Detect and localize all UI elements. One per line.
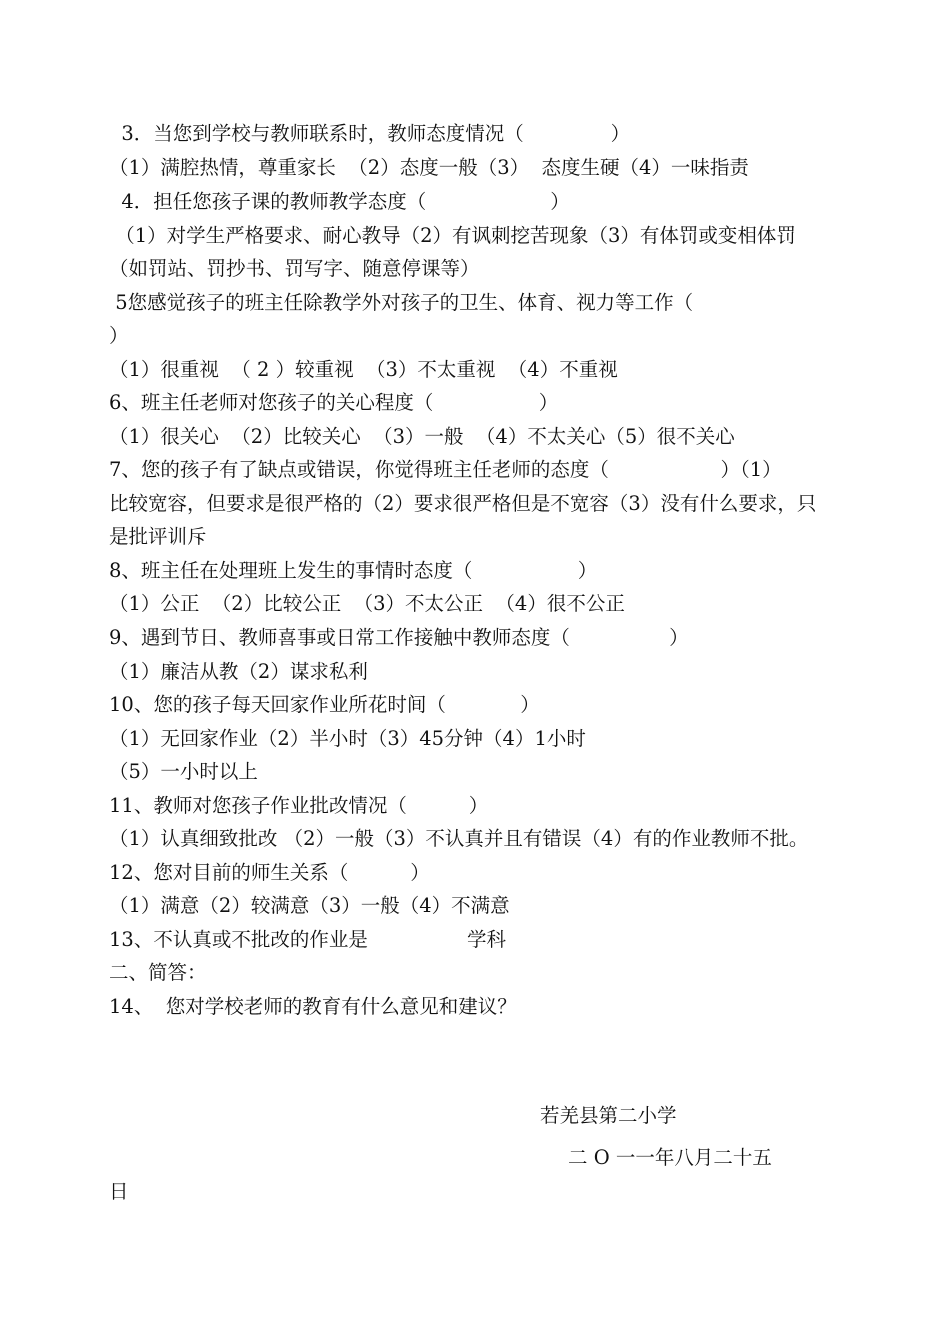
text-line: 4．担任您孩子课的教师教学态度（ ） bbox=[109, 190, 570, 213]
text-line: ） bbox=[109, 324, 129, 347]
text-line: （1）很重视 （ 2 ）较重视 （3）不太重视 （4）不重视 bbox=[109, 358, 618, 381]
text-line: （1）满腔热情，尊重家长 （2）态度一般（3） 态度生硬（4）一味指责 bbox=[109, 156, 749, 179]
text-line: 8、班主任在处理班上发生的事情时态度（ ） bbox=[109, 559, 598, 582]
text-line: 日 bbox=[109, 1180, 129, 1203]
text-line: 11、教师对您孩子作业批改情况（ ） bbox=[109, 794, 489, 817]
text-line: 3．当您到学校与教师联系时，教师态度情况（ ） bbox=[109, 122, 631, 145]
text-line: 7、您的孩子有了缺点或错误，你觉得班主任老师的态度（ ）（1） bbox=[109, 458, 782, 481]
text-line: 二 O 一一年八月二十五 bbox=[568, 1146, 772, 1169]
text-line: （1）对学生严格要求、耐心教导（2）有讽刺挖苦现象（3）有体罚或变相体罚 bbox=[109, 224, 796, 247]
text-line: 是批评训斥 bbox=[109, 525, 207, 548]
text-line: （1）很关心 （2）比较关心 （3）一般 （4）不太关心（5）很不关心 bbox=[109, 425, 735, 448]
text-line: 若羌县第二小学 bbox=[540, 1104, 677, 1127]
text-line: 9、遇到节日、教师喜事或日常工作接触中教师态度（ ） bbox=[109, 626, 689, 649]
text-line: 14、 您对学校老师的教育有什么意见和建议？ bbox=[109, 995, 517, 1018]
text-line: （1）廉洁从教（2）谋求私利 bbox=[109, 660, 368, 683]
text-line: （1）认真细致批改 （2）一般（3）不认真并且有错误（4）有的作业教师不批。 bbox=[109, 827, 809, 850]
text-line: 13、不认真或不批改的作业是 学科 bbox=[109, 928, 506, 951]
text-line: 10、您的孩子每天回家作业所花时间（ ） bbox=[109, 693, 540, 716]
text-line: 6、班主任老师对您孩子的关心程度（ ） bbox=[109, 391, 559, 414]
text-line: （1）公正 （2）比较公正 （3）不太公正 （4）很不公正 bbox=[109, 592, 625, 615]
text-line: 比较宽容，但要求是很严格的（2）要求很严格但是不宽容（3）没有什么要求，只 bbox=[109, 492, 817, 515]
text-line: （1）无回家作业（2）半小时（3）45分钟（4）1小时 bbox=[109, 727, 586, 750]
text-line: （1）满意（2）较满意（3）一般（4）不满意 bbox=[109, 894, 510, 917]
text-line: （5）一小时以上 bbox=[109, 760, 258, 783]
text-line: 12、您对目前的师生关系（ ） bbox=[109, 861, 430, 884]
text-line: （如罚站、罚抄书、罚写字、随意停课等） bbox=[109, 257, 480, 280]
text-line: 二、简答： bbox=[109, 961, 207, 984]
text-line: 5您感觉孩子的班主任除教学外对孩子的卫生、体育、视力等工作（ bbox=[109, 291, 694, 314]
